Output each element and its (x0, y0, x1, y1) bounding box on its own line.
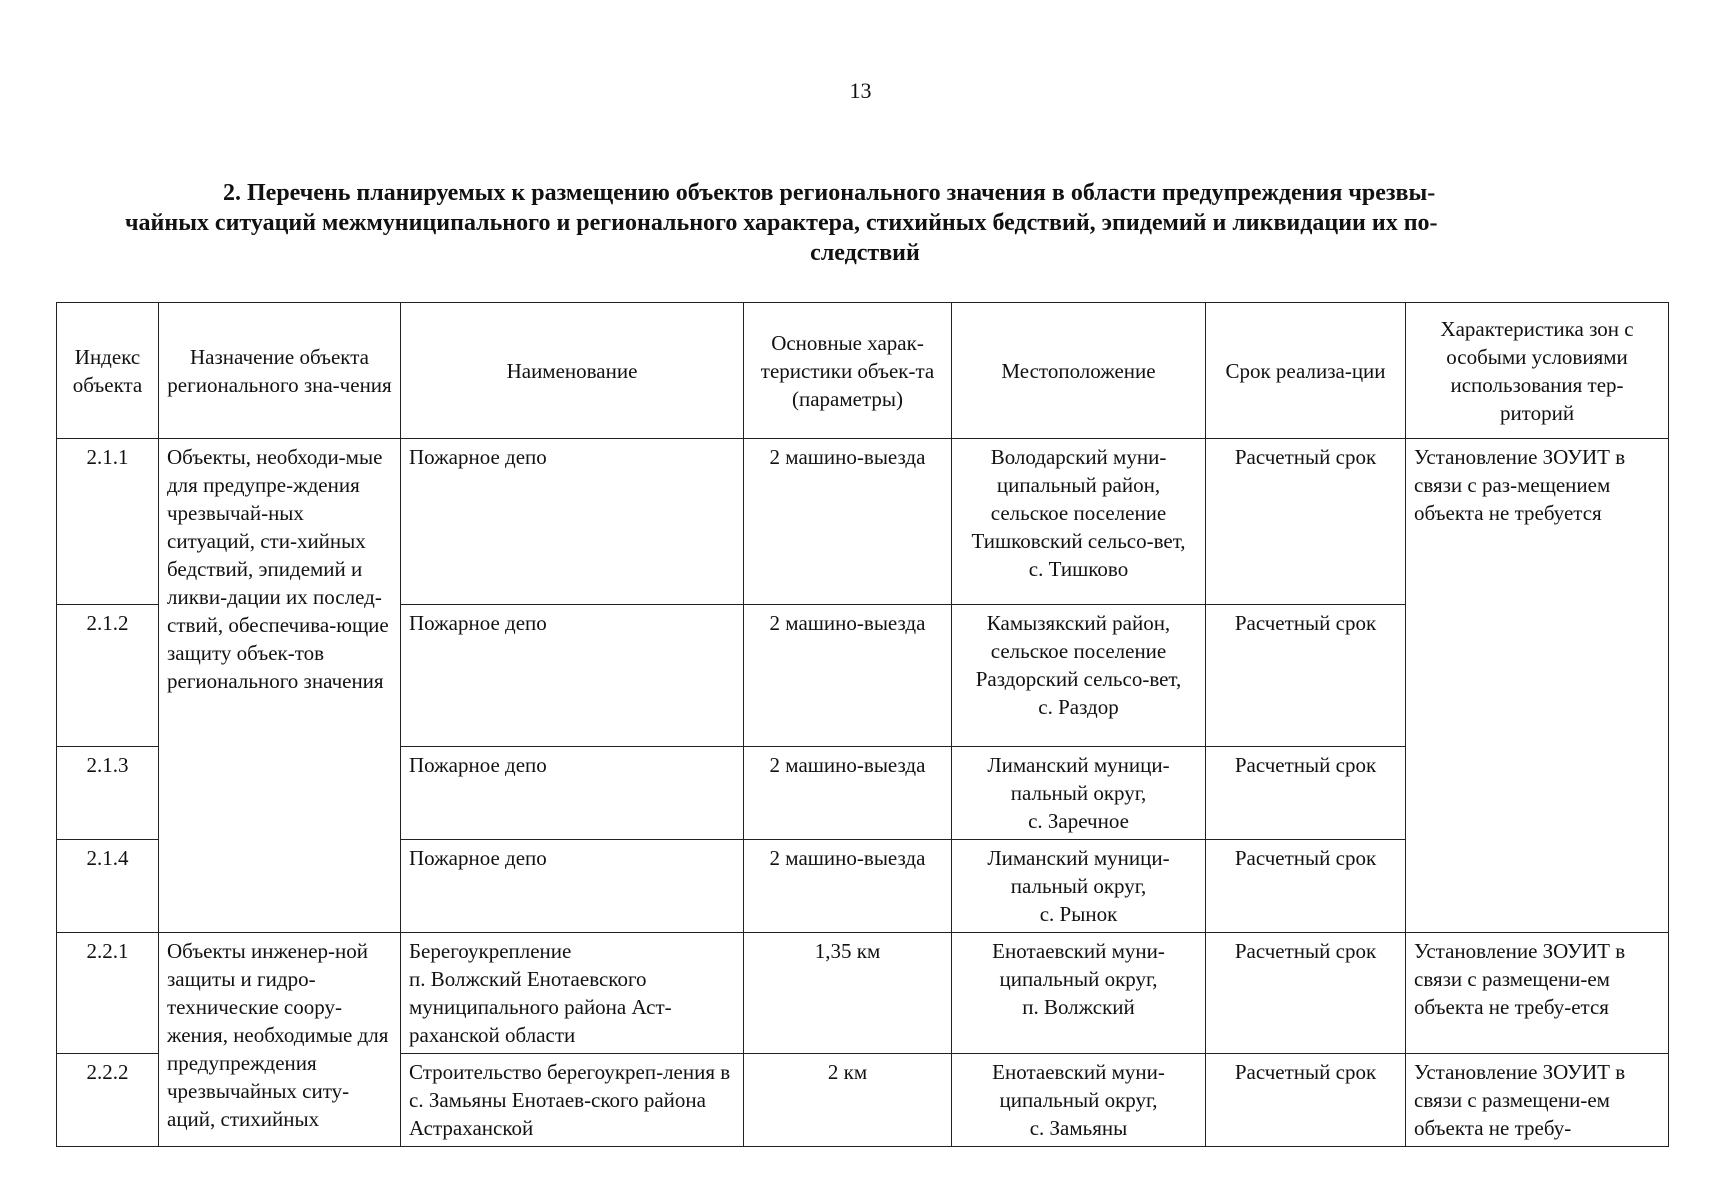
row-location: Енотаевский муни-ципальный округ, п. Волжский (952, 933, 1206, 1054)
header-purpose: Назначение объекта регионального зна-чения (159, 303, 401, 439)
row-params: 2 машино-выезда (744, 840, 952, 933)
row-location: Камызякский район, сельское поселение Раздорский сельсо-вет, с. Раздор (952, 605, 1206, 747)
row-location: Лиманский муници-пальный округ, с. Рынок (952, 840, 1206, 933)
header-term: Срок реализа-ции (1206, 303, 1406, 439)
row-name: Берегоукрепление п. Волжский Енотаевского муниципального района Аст-раханской области (401, 933, 744, 1054)
row-term: Расчетный срок (1206, 1054, 1406, 1147)
row-index: 2.1.1 (57, 439, 159, 605)
row-name: Пожарное депо (401, 840, 744, 933)
row-location: Володарский муни-ципальный район, сельское поселение Тишковский сельсо-вет, с. Тишково (952, 439, 1206, 605)
row-params: 2 машино-выезда (744, 439, 952, 605)
table-header-row (57, 303, 1669, 439)
group1-purpose: Объекты, необходи-мые для предупре-ждения чрезвычай-ных ситуаций, сти-хийных бедствий, эпидемий и ликви-дации их послед-ствий, обеспечива-ющие защиту объек-тов регионального значения (159, 439, 401, 933)
row-params: 2 машино-выезда (744, 605, 952, 747)
header-params: Основные харак-теристики объек-та (параметры) (744, 303, 952, 439)
table-row (57, 439, 1669, 605)
row-index: 2.1.4 (57, 840, 159, 933)
row-term: Расчетный срок (1206, 933, 1406, 1054)
header-location: Местоположение (952, 303, 1206, 439)
header-name: Наименование (401, 303, 744, 439)
row-name: Пожарное депо (401, 439, 744, 605)
row-location: Енотаевский муни-ципальный округ, с. Замьяны (952, 1054, 1206, 1147)
row-index: 2.2.2 (57, 1054, 159, 1147)
table-row (57, 933, 1669, 1054)
row-term: Расчетный срок (1206, 439, 1406, 605)
heading-line-2: чайных ситуаций межмуниципального и регионального характера, стихийных бедствий, эпидемий и ликвидации их по- (125, 210, 1438, 236)
row-name: Пожарное депо (401, 605, 744, 747)
group1-zones: Установление ЗОУИТ в связи с раз-мещением объекта не требуется (1406, 439, 1669, 933)
header-zones: Характеристика зон с особыми условиями использования тер-риторий (1406, 303, 1669, 439)
row-index: 2.1.3 (57, 747, 159, 840)
row-params: 2 км (744, 1054, 952, 1147)
header-index: Индекс объекта (57, 303, 159, 439)
row-index: 2.1.2 (57, 605, 159, 747)
section-heading (125, 178, 1605, 268)
row-term: Расчетный срок (1206, 747, 1406, 840)
row-location: Лиманский муници-пальный округ, с. Заречное (952, 747, 1206, 840)
row-zones: Установление ЗОУИТ в связи с размещени-ем объекта не требу- (1406, 1054, 1669, 1147)
row-params: 2 машино-выезда (744, 747, 952, 840)
row-params: 1,35 км (744, 933, 952, 1054)
row-index: 2.2.1 (57, 933, 159, 1054)
heading-line-3: следствий (810, 240, 920, 266)
heading-line-1: 2. Перечень планируемых к размещению объектов регионального значения в области предупреждения чрезвы- (223, 180, 1436, 206)
group2-purpose: Объекты инженер-ной защиты и гидро-технические соору-жения, необходимые для предупреждения чрезвычайных ситу-аций, стихийных (159, 933, 401, 1147)
row-name: Пожарное депо (401, 747, 744, 840)
row-term: Расчетный срок (1206, 840, 1406, 933)
page-number: 13 (849, 78, 872, 103)
row-name: Строительство берегоукреп-ления в с. Замьяны Енотаев-ского района Астраханской (401, 1054, 744, 1147)
row-term: Расчетный срок (1206, 605, 1406, 747)
objects-table (56, 302, 1669, 1147)
row-zones: Установление ЗОУИТ в связи с размещени-ем объекта не требу-ется (1406, 933, 1669, 1054)
